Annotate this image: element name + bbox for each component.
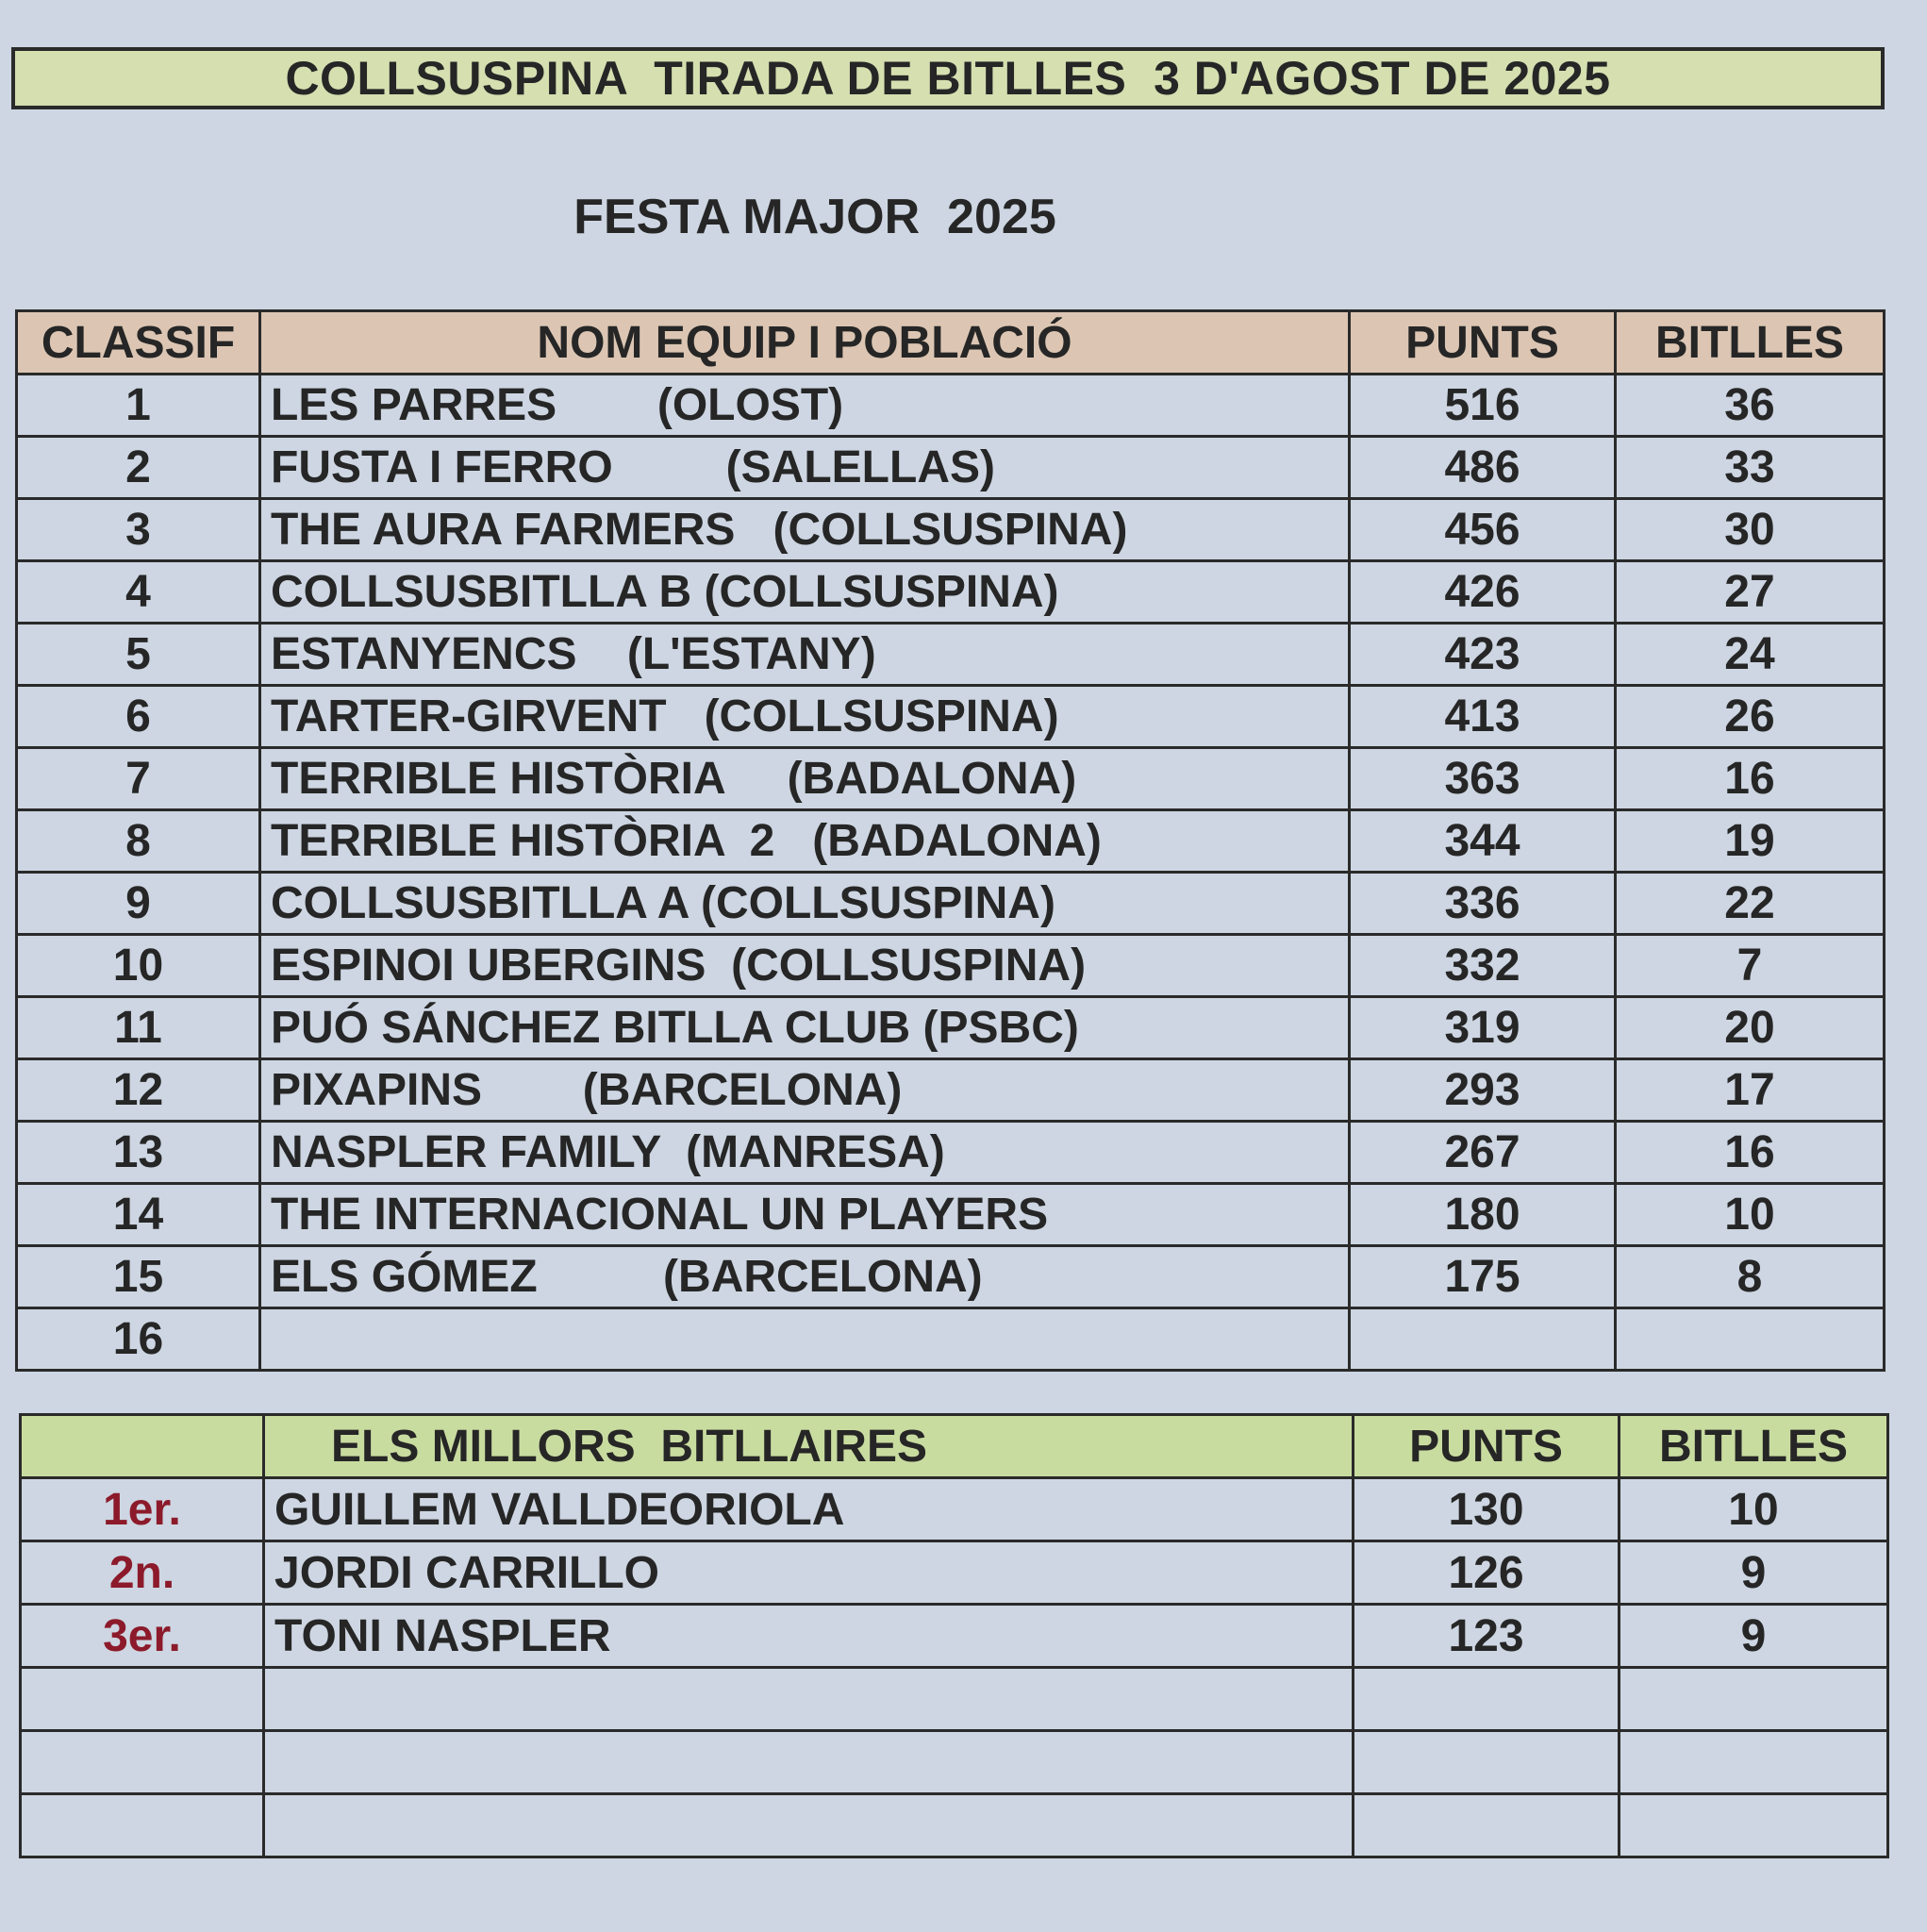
- table-row: [21, 1541, 1888, 1605]
- bitlles-cell: 19: [1616, 810, 1885, 873]
- bitlles-cell: [1620, 1731, 1888, 1794]
- header-classif: CLASSIF: [17, 311, 260, 375]
- bitlles-cell: 10: [1620, 1478, 1888, 1541]
- table-row: [21, 1478, 1888, 1541]
- rank-cell: 12: [17, 1059, 260, 1122]
- player-cell: TONI NASPLER: [264, 1605, 1354, 1668]
- rank-cell: 8: [17, 810, 260, 873]
- player-cell: JORDI CARRILLO: [264, 1541, 1354, 1605]
- points-cell: [1350, 1308, 1616, 1371]
- rank-cell: 7: [17, 748, 260, 810]
- points-cell: 516: [1350, 375, 1616, 437]
- bitlles-cell: 17: [1616, 1059, 1885, 1122]
- table-row: [21, 1605, 1888, 1668]
- bitlles-cell: [1620, 1794, 1888, 1857]
- points-cell: 267: [1350, 1122, 1616, 1184]
- table-row: [17, 1308, 1885, 1371]
- rank-cell: 5: [17, 624, 260, 686]
- rank-cell: 4: [17, 561, 260, 624]
- points-cell: 332: [1350, 935, 1616, 997]
- table-row: [17, 561, 1885, 624]
- points-cell: 319: [1350, 997, 1616, 1059]
- position-cell: 3er.: [21, 1605, 264, 1668]
- points-cell: [1354, 1668, 1620, 1731]
- table-row: [21, 1794, 1888, 1857]
- points-cell: 293: [1350, 1059, 1616, 1122]
- header-team: NOM EQUIP I POBLACIÓ: [260, 311, 1350, 375]
- team-cell: COLLSUSBITLLA B (COLLSUSPINA): [260, 561, 1350, 624]
- table-row: [17, 810, 1885, 873]
- player-cell: GUILLEM VALLDEORIOLA: [264, 1478, 1354, 1541]
- position-cell: 2n.: [21, 1541, 264, 1605]
- bitlles-cell: 36: [1616, 375, 1885, 437]
- table-row: [17, 1122, 1885, 1184]
- position-cell: [21, 1731, 264, 1794]
- bitlles-cell: 24: [1616, 624, 1885, 686]
- best-players-table: [19, 1413, 1889, 1858]
- header-points: PUNTS: [1354, 1415, 1620, 1478]
- team-cell: LES PARRES (OLOST): [260, 375, 1350, 437]
- points-cell: 423: [1350, 624, 1616, 686]
- team-cell: ELS GÓMEZ (BARCELONA): [260, 1246, 1350, 1308]
- bitlles-cell: 30: [1616, 499, 1885, 561]
- rank-cell: 6: [17, 686, 260, 748]
- points-cell: 344: [1350, 810, 1616, 873]
- header-position: [21, 1415, 264, 1478]
- bitlles-cell: 16: [1616, 1122, 1885, 1184]
- points-cell: 426: [1350, 561, 1616, 624]
- points-cell: 336: [1350, 873, 1616, 935]
- team-cell: [260, 1308, 1350, 1371]
- team-cell: PIXAPINS (BARCELONA): [260, 1059, 1350, 1122]
- rank-cell: 10: [17, 935, 260, 997]
- team-cell: FUSTA I FERRO (SALELLAS): [260, 437, 1350, 499]
- points-cell: 130: [1354, 1478, 1620, 1541]
- bitlles-cell: 10: [1616, 1184, 1885, 1246]
- position-cell: [21, 1794, 264, 1857]
- table-row: [21, 1731, 1888, 1794]
- table-row: [17, 873, 1885, 935]
- rank-cell: 13: [17, 1122, 260, 1184]
- team-cell: COLLSUSBITLLA A (COLLSUSPINA): [260, 873, 1350, 935]
- bitlles-cell: 27: [1616, 561, 1885, 624]
- points-cell: 456: [1350, 499, 1616, 561]
- table-row: [17, 748, 1885, 810]
- team-cell: THE AURA FARMERS (COLLSUSPINA): [260, 499, 1350, 561]
- points-cell: 413: [1350, 686, 1616, 748]
- ranking-body: [17, 375, 1885, 1371]
- table-row: [17, 1184, 1885, 1246]
- table-row: [17, 375, 1885, 437]
- player-cell: [264, 1731, 1354, 1794]
- bitlles-cell: 33: [1616, 437, 1885, 499]
- table-row: [17, 686, 1885, 748]
- table-row: [17, 1059, 1885, 1122]
- header-bitlles: BITLLES: [1616, 311, 1885, 375]
- bitlles-cell: [1620, 1668, 1888, 1731]
- header-points: PUNTS: [1350, 311, 1616, 375]
- team-cell: TARTER-GIRVENT (COLLSUSPINA): [260, 686, 1350, 748]
- bitlles-cell: [1616, 1308, 1885, 1371]
- team-cell: ESTANYENCS (L'ESTANY): [260, 624, 1350, 686]
- player-cell: [264, 1668, 1354, 1731]
- points-cell: 126: [1354, 1541, 1620, 1605]
- table-row: [17, 935, 1885, 997]
- table-row: [21, 1668, 1888, 1731]
- team-cell: TERRIBLE HISTÒRIA 2 (BADALONA): [260, 810, 1350, 873]
- points-cell: 363: [1350, 748, 1616, 810]
- position-cell: [21, 1668, 264, 1731]
- best-body: [21, 1478, 1888, 1857]
- table-row: [17, 499, 1885, 561]
- points-cell: 175: [1350, 1246, 1616, 1308]
- rank-cell: 14: [17, 1184, 260, 1246]
- table-row: [17, 437, 1885, 499]
- points-cell: 486: [1350, 437, 1616, 499]
- bitlles-cell: 7: [1616, 935, 1885, 997]
- bitlles-cell: 9: [1620, 1605, 1888, 1668]
- bitlles-cell: 22: [1616, 873, 1885, 935]
- team-cell: NASPLER FAMILY (MANRESA): [260, 1122, 1350, 1184]
- event-title: [11, 47, 1885, 109]
- bitlles-cell: 9: [1620, 1541, 1888, 1605]
- event-title-text: COLLSUSPINA TIRADA DE BITLLES 3 D'AGOST DE 2025: [285, 52, 1611, 105]
- rank-cell: 9: [17, 873, 260, 935]
- rank-cell: 3: [17, 499, 260, 561]
- ranking-header-row: [17, 311, 1885, 375]
- team-cell: THE INTERNACIONAL UN PLAYERS: [260, 1184, 1350, 1246]
- team-cell: TERRIBLE HISTÒRIA (BADALONA): [260, 748, 1350, 810]
- team-cell: ESPINOI UBERGINS (COLLSUSPINA): [260, 935, 1350, 997]
- event-subtitle: FESTA MAJOR 2025: [573, 190, 1056, 244]
- ranking-table: [15, 309, 1885, 1372]
- rank-cell: 2: [17, 437, 260, 499]
- rank-cell: 1: [17, 375, 260, 437]
- team-cell: PUÓ SÁNCHEZ BITLLA CLUB (PSBC): [260, 997, 1350, 1059]
- rank-cell: 15: [17, 1246, 260, 1308]
- rank-cell: 16: [17, 1308, 260, 1371]
- bitlles-cell: 20: [1616, 997, 1885, 1059]
- rank-cell: 11: [17, 997, 260, 1059]
- table-row: [17, 624, 1885, 686]
- header-best-players: ELS MILLORS BITLLAIRES: [264, 1415, 1354, 1478]
- points-cell: 180: [1350, 1184, 1616, 1246]
- bitlles-cell: 26: [1616, 686, 1885, 748]
- points-cell: 123: [1354, 1605, 1620, 1668]
- table-row: [17, 1246, 1885, 1308]
- points-cell: [1354, 1794, 1620, 1857]
- bitlles-cell: 16: [1616, 748, 1885, 810]
- points-cell: [1354, 1731, 1620, 1794]
- header-bitlles: BITLLES: [1620, 1415, 1888, 1478]
- position-cell: 1er.: [21, 1478, 264, 1541]
- bitlles-cell: 8: [1616, 1246, 1885, 1308]
- table-row: [17, 997, 1885, 1059]
- best-header-row: [21, 1415, 1888, 1478]
- player-cell: [264, 1794, 1354, 1857]
